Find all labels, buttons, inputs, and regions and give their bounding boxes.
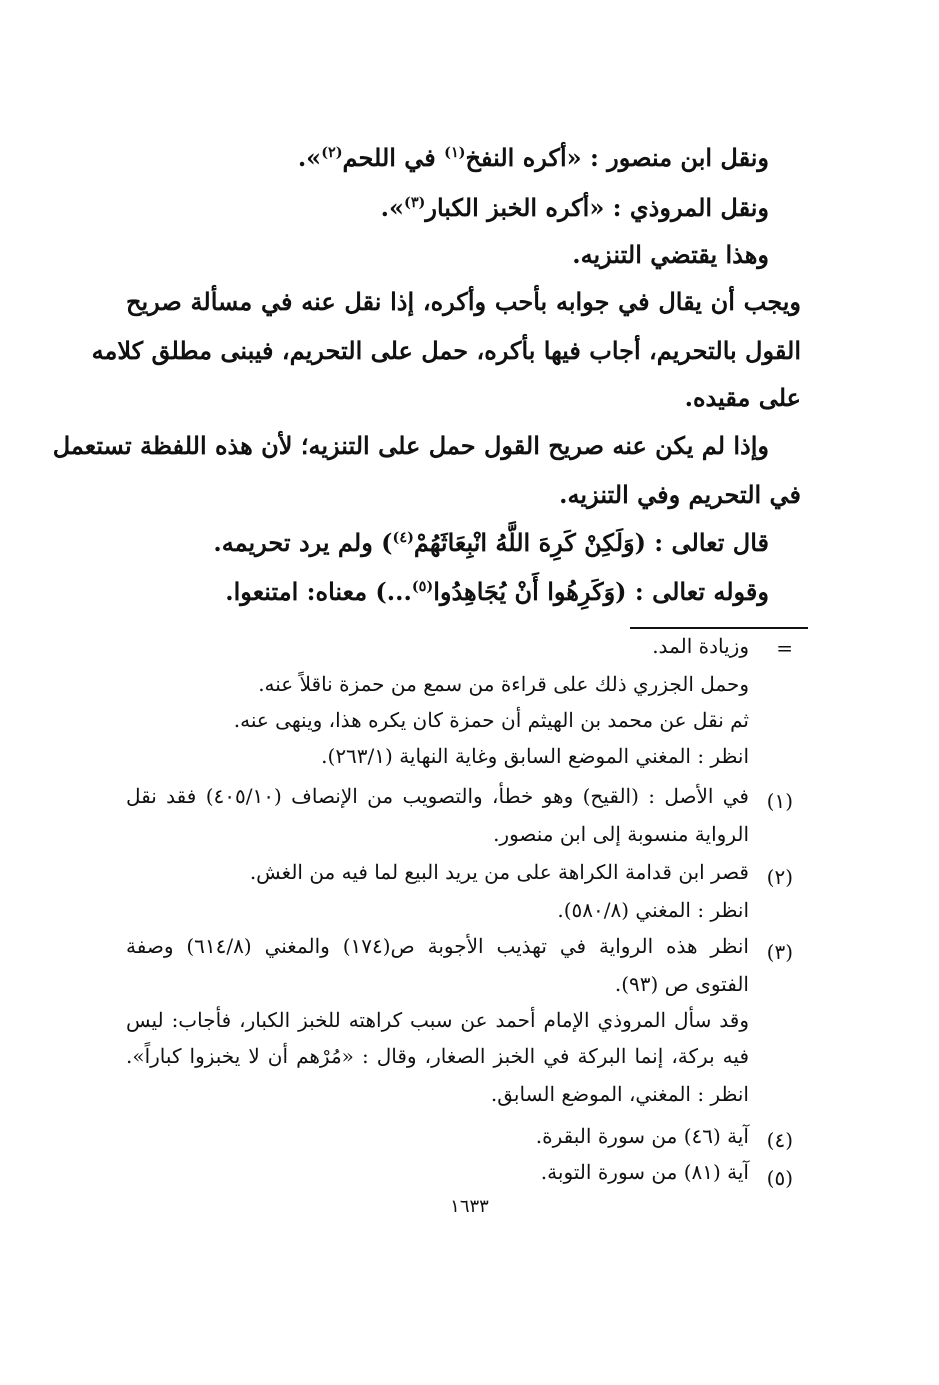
footnote-3-number: (٣) [766, 940, 793, 964]
footnote-3-line-3: وقد سأل المروذي الإمام أحمد عن سبب كراهته للخبز الكبار، فأجاب: ليس [126, 1008, 749, 1032]
footnote-2-line-2: انظر : المغني (٥٨٠/٨). [557, 898, 749, 922]
footnote-cont-line-3: ثم نقل عن محمد بن الهيثم أن حمزة كان يكره هذا، وينهى عنه. [233, 708, 749, 732]
footnote-continuation-marker: = [776, 636, 793, 660]
footnote-2-line-1: قصر ابن قدامة الكراهة على من يريد البيع لما فيه من الغش. [249, 860, 749, 884]
footnote-5-number: (٥) [766, 1166, 793, 1190]
quran-quote-2: وقوله تعالى : (وَكَرِهُوا أَنْ يُجَاهِدُوا$^{(٥)}$...) معناه: امتنعوا. [225, 577, 769, 606]
footnote-2-number: (٢) [766, 865, 793, 889]
body-line-3: وهذا يقتضي التنزيه. [572, 240, 769, 269]
footnote-3-line-4: فيه بركة، إنما البركة في الخبز الصغار، وقال : «مُرْهم أن لا يخبزوا كباراً». [126, 1044, 749, 1068]
footnote-3-line-5: انظر : المغني، الموضع السابق. [490, 1082, 749, 1106]
footnote-1-number: (١) [766, 789, 793, 813]
body-line-1: ونقل ابن منصور : «أكره النفخ$^{(١)}$ في اللحم$^{(٢)}$». [297, 143, 769, 172]
paragraph-3-line-2: في التحريم وفي التنزيه. [559, 480, 801, 509]
footnote-4-number: (٤) [766, 1128, 793, 1152]
paragraph-2-line-3: على مقيده. [684, 383, 801, 412]
paragraph-2-line-2: القول بالتحريم، أجاب فيها بأكره، حمل على التحريم، فيبنى مطلق كلامه [91, 336, 801, 365]
footnote-separator [630, 627, 808, 629]
footnote-1-line-1: في الأصل : (القيح) وهو خطأ، والتصويب من الإنصاف (٤٠٥/١٠) فقد نقل [126, 784, 749, 808]
footnote-3-line-1: انظر هذه الرواية في تهذيب الأجوبة ص(١٧٤) والمغني (٦١٤/٨) وصفة [126, 934, 749, 958]
footnote-3-line-2: الفتوى ص (٩٣). [614, 972, 749, 996]
quran-quote-1: قال تعالى : (وَلَكِنْ كَرِهَ اللَّهُ انْبِعَاثَهُمْ$^{(٤)}$) ولم يرد تحريمه. [213, 528, 769, 557]
body-line-2: ونقل المروذي : «أكره الخبز الكبار$^{(٣)}$». [380, 193, 769, 222]
paragraph-2-line-1: ويجب أن يقال في جوابه بأحب وأكره، إذا نقل عنه في مسألة صريح [126, 287, 801, 316]
footnote-5-line-1: آية (٨١) من سورة التوبة. [540, 1160, 749, 1184]
footnote-1-line-2: الرواية منسوبة إلى ابن منصور. [493, 822, 749, 846]
page-number: ١٦٣٣ [450, 1196, 489, 1217]
footnote-cont-line-1: وزيادة المد. [652, 634, 749, 658]
footnote-cont-line-2: وحمل الجزري ذلك على قراءة من سمع من حمزة ناقلاً عنه. [258, 672, 749, 696]
footnote-4-line-1: آية (٤٦) من سورة البقرة. [535, 1124, 749, 1148]
paragraph-3-line-1: وإذا لم يكن عنه صريح القول حمل على التنزيه؛ لأن هذه اللفظة تستعمل [52, 431, 769, 460]
footnote-cont-line-4: انظر : المغني الموضع السابق وغاية النهاية (٢٦٣/١). [321, 744, 749, 768]
